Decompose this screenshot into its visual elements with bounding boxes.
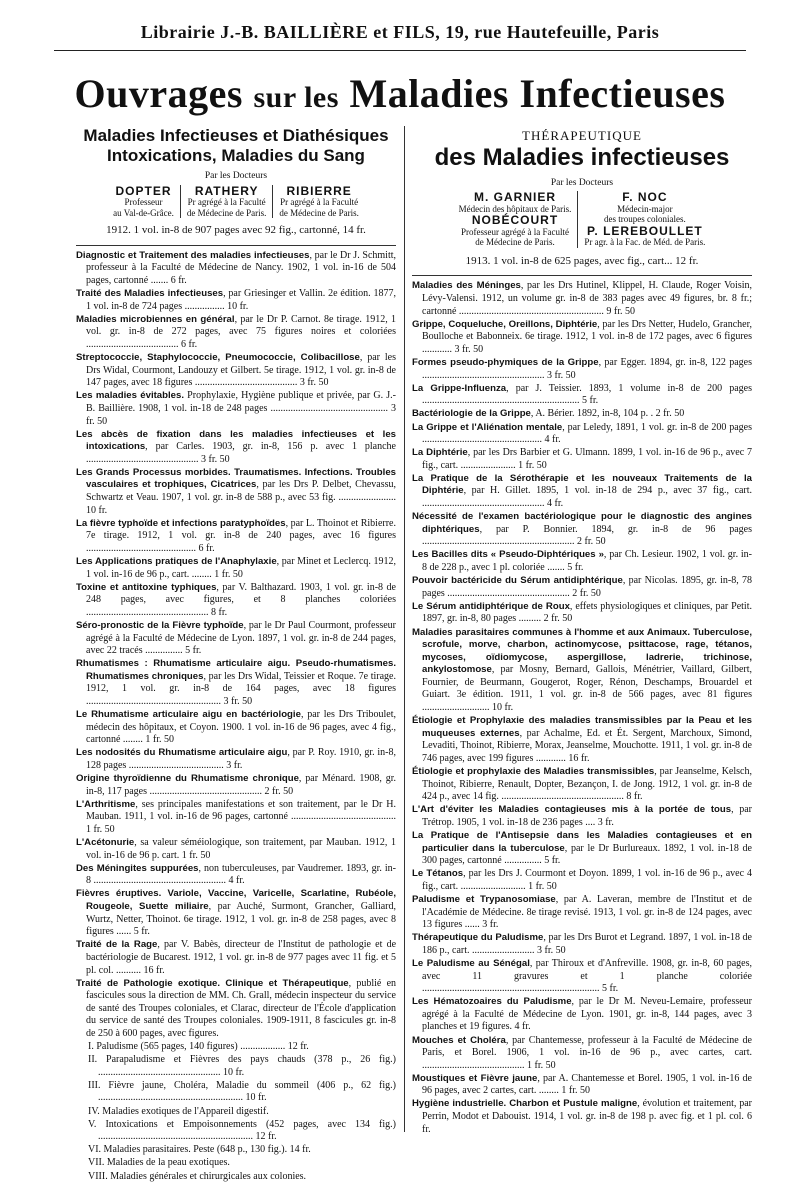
left-book-title-line2: Intoxications, Maladies du Sang <box>107 146 365 165</box>
catalog-entry: Séro-pronostic de la Fièvre typhoïde, par le Dr Paul Courmont, professeur agrégé à la Faculté de Médecine de Lyon. 1897, 1 vol. gr. in-8 de 244 pages, avec 22 tracés ............... 5 fr. <box>76 620 397 657</box>
section-rule <box>412 275 752 276</box>
right-book-title: des Maladies infectieuses <box>434 143 730 171</box>
catalog-entry: Étiologie et Prophylaxie des maladies transmissibles par la Peau et les muqueuses externes, par Achalme, Ed. et Ét. Sergent, Marchoux, Simond, Levaditi, Thoinot, Ribierre, Morax, Jeanselme, Mouchotte. 1911, 1 vol. gr. in-8 de 746 pages, avec 199 figures ............ 16 fr. <box>412 715 753 764</box>
title-word-ouvrages: Ouvrages <box>74 71 243 116</box>
catalog-entry: Grippe, Coqueluche, Oreillons, Diphtérie, par les Drs Netter, Hudelo, Grancher, Boulloche et Babonneix. 6e tirage. 1912, 1 vol. in-8 de 172 pages, avec 6 figures ............ 3 fr. 50 <box>412 318 753 355</box>
catalog-entry: Les nodosités du Rhumatisme articulaire aigu, par P. Roy. 1910, gr. in-8, 128 pages ...................................... 3 fr. <box>76 747 396 772</box>
author-name: DOPTER <box>115 183 172 198</box>
left-column <box>76 126 396 1184</box>
right-par-docteurs: Par les Docteurs <box>550 177 614 188</box>
catalog-entry: Les maladies évitables. Prophylaxie, Hygiène publique et privée, par G. J.-B. Baillière. 1908, 1 vol. in-18 de 248 pages ............................................... 3 fr. 50 <box>76 390 396 427</box>
fascicule-item: IV. Maladies exotiques de l'Appareil digestif. <box>88 1105 269 1117</box>
column-divider <box>404 126 405 1132</box>
catalog-entry: L'Acétonurie, sa valeur séméiologique, son traitement, par Mauban. 1912, 1 vol. in-16 de 96 p. cart. 1 fr. 50 <box>76 837 396 861</box>
author-desc: Pr agrégé à la Faculté de Médecine de Paris. <box>186 197 267 218</box>
catalog-entry: Traité de la Rage, par V. Babès, directeur de l'Institut de pathologie et de bactériologie de Bucarest. 1912, 1 vol. gr. in-8 de 977 pages avec 11 fig. et 5 pl. col. .......... 16 fr. <box>76 939 397 976</box>
right-entry-list <box>412 280 752 1136</box>
fascicule-item: VI. Maladies parasitaires. Peste (648 p., 130 fig.). 14 fr. <box>88 1144 311 1156</box>
author-rathery <box>180 185 272 219</box>
author-name: M. GARNIER <box>474 190 556 205</box>
author-name: F. NOC <box>622 190 668 205</box>
author-desc: Médecin des hôpitaux de Paris. <box>458 203 572 214</box>
catalog-entry: Les Applications pratiques de l'Anaphylaxie, par Minet et Leclercq. 1912, 1 vol. in-16 de 96 p., cart. ........ 1 fr. 50 <box>76 556 397 580</box>
catalog-entry: Pouvoir bactéricide du Sérum antidiphtérique, par Nicolas. 1895, gr. in-8, 78 pages ................................................. 2 fr. 50 <box>412 575 752 599</box>
catalog-entry: Étiologie et prophylaxie des Maladies transmissibles, par Jeanselme, Kelsch, Thoinot, Ribierre, Renault, Dopter, Bezançon, I. de Jong. 1912, 1 vol. gr. in-8 de 424 p., avec 14 fig. ................................................. 8 fr. <box>412 766 752 803</box>
left-book-title-line1: Maladies Infectieuses et Diathésiques <box>83 126 389 145</box>
catalog-entry: Origine thyroïdienne du Rhumatisme chronique, par Ménard. 1908, gr. in-8, 117 pages ............................................. 2 fr. 50 <box>76 773 396 797</box>
catalog-entry: Le Sérum antidiphtérique de Roux, effets physiologiques et cliniques, par Petit. 1897, gr. in-8, 80 pages ......... 2 fr. 50 <box>412 600 752 625</box>
fascicule-item: I. Paludisme (565 pages, 140 figures) .................. 12 fr. <box>88 1041 309 1053</box>
catalog-entry: Traité de Pathologie exotique. Clinique et Thérapeutique, publié en fascicules sous la direction de MM. Ch. Grall, médecin inspecteur du service de santé des Troupes coloniales, et Clarac, directeur de l'École d'application du service de santé des Troupes coloniales. 1909-1911, 8 fascicules gr. in-8 de 250 à 600 pages, avec figures. <box>76 977 397 1039</box>
catalog-entry: Les Hématozoaires du Paludisme, par le Dr M. Neveu-Lemaire, professeur agrégé à la Faculté de Médecine de Lyon. 1901, gr. in-8, 144 pages, avec 3 planches et 19 figures. 4 fr. <box>412 996 752 1033</box>
catalog-entry: Toxine et antitoxine typhiques, par V. Balthazard. 1903, 1 vol. gr. in-8 de 248 pages, avec figures, et 8 planches coloriées ................................................. 8 fr. <box>76 581 396 618</box>
section-rule <box>76 245 396 246</box>
catalog-entry: Des Méningites suppurées, non tuberculeuses, par Vaudremer. 1893, gr. in-8 ..................................................... 4 fr. <box>76 862 396 887</box>
fascicule-item: V. Intoxications et Empoisonnements (452 pages, avec 134 fig.) .............................................................. 12 fr. <box>88 1118 396 1143</box>
fascicule-item: VIII. Maladies générales et chirurgicales aux colonies. <box>88 1170 307 1182</box>
left-par-docteurs: Par les Docteurs <box>204 171 268 181</box>
author-name: RATHERY <box>194 183 259 198</box>
fascicule-item: VII. Maladies de la peau exotiques. <box>88 1157 230 1169</box>
author-desc: Médecin-major des troupes coloniales. <box>603 203 686 225</box>
author-name: P. LEREBOULLET <box>586 223 703 238</box>
catalog-entry: Moustiques et Fièvre jaune, par A. Chantemesse et Borel. 1905, 1 vol. in-16 de 96 pages, avec 2 cartes, cart. ........ 1 fr. 50 <box>412 1072 753 1097</box>
catalog-entry: La Diphtérie, par les Drs Barbier et G. Ulmann. 1899, 1 vol. in-16 de 96 p., avec 7 fig., cart. ...................... 1 fr. 50 <box>412 447 752 471</box>
left-publication-info: 1912. 1 vol. in-8 de 907 pages avec 92 fig., cartonné, 14 fr. <box>106 224 366 237</box>
fascicule-item: III. Fièvre jaune, Choléra, Maladie du sommeil (406 p., 62 fig.) .......................................................... 10 fr. <box>88 1079 396 1104</box>
catalog-entry: L'Arthritisme, ses principales manifestations et son traitement, par le Dr H. Mauban. 1911, 1 vol. in-16 de 96 pages, cartonné .......................................... 1 fr. 50 <box>76 798 396 835</box>
catalog-entry: Streptococcie, Staphylococcie, Pneumococcie, Colibacillose, par les Drs Widal, Courmont, Landouzy et Gilbert. 5e tirage. 1912, 1 vol. gr. in-8 de 147 pages, avec 18 figures ......................................... 3 fr. 50 <box>76 352 396 389</box>
author-dopter <box>107 185 180 219</box>
catalog-entry: Maladies des Méninges, par les Drs Hutinel, Klippel, H. Claude, Roger Voisin, Lévy-Valensi. 1912, un volume gr. in-8 de 383 pages avec 49 figures, br. 8 fr.; cartonné .......................................................... 9 fr. 50 <box>412 280 752 317</box>
catalog-entry: Maladies parasitaires communes à l'homme et aux Animaux. Tuberculose, scrofule, morve, charbon, actinomycose, psittacose, rage, tétanos, mycoses, oïdiomycose, aspergillose, ladrerie, trichinose, ankylostomose, par Mosny, Bernard, Gallois, Ménétrier, Vaillard, Gilbert, Fournier, de Beurmann, Gougerot, Roger, Rénon, Deschamps, Brouardel et Guiart. 3e édition. 1911, 1 vol. gr. in-8 de 566 pages, avec 81 figures ........................... 10 fr. <box>412 626 752 714</box>
catalog-entry: Thérapeutique du Paludisme, par les Drs Burot et Legrand. 1897, 1 vol. in-18 de 186 p., cart. ......................... 3 fr. 50 <box>412 932 752 956</box>
author-desc: Pr agr. à la Fac. de Méd. de Paris. <box>584 237 706 248</box>
author-desc: Professeur au Val-de-Grâce. <box>113 197 174 218</box>
catalog-entry: Traité des Maladies infectieuses, par Griesinger et Vallin. 2e édition. 1877, 1 vol. in-8 de 724 pages ................ 10 fr. <box>76 288 396 312</box>
fascicule-list <box>76 1041 396 1183</box>
catalog-entry: Mouches et Choléra, par Chantemesse, professeur à la Faculté de Médecine de Paris, et Borel. 1906, 1 vol. in-16 de 96 p., avec cartes, cart. ......................................... 1 fr. 50 <box>412 1034 752 1071</box>
author-desc: Pr agrégé à la Faculté de Médecine de Paris. <box>279 197 359 218</box>
author-ribierre <box>272 185 364 219</box>
catalog-entry: Maladies microbiennes en général, par le Dr P. Carnot. 8e tirage. 1912, 1 vol. gr. in-8 de 272 pages, avec 75 figures noires et coloriées ..................................... 6 fr. <box>76 313 396 350</box>
catalog-entry: Paludisme et Trypanosomiase, par A. Laveran, membre de l'Institut et de l'Académie de Médecine. 8e tirage revisé. 1913, 1 vol. gr. in-8 de 124 pages, avec 13 figures ...... 3 fr. <box>412 893 752 931</box>
title-word-sur-les: sur les <box>253 81 339 114</box>
catalog-entry: Rhumatismes : Rhumatisme articulaire aigu. Pseudo-rhumatismes. Rhumatismes chroniques, par les Drs Widal, Teissier et Roque. 7e tirage. 1912, 1 vol. gr. in-8 de 164 pages, avec 18 figures ...................................................... 3 fr. 50 <box>76 658 396 708</box>
header-rule <box>54 50 746 51</box>
right-authors <box>412 191 752 248</box>
catalog-entry: La fièvre typhoïde et infections paratyphoïdes, par L. Thoinot et Ribierre. 7e tirage. 1912, 1 vol. gr. in-8 de 240 pages, avec 16 figures ............................................ 6 fr. <box>76 517 396 554</box>
right-column <box>412 126 752 1137</box>
right-author-group-b <box>577 191 711 248</box>
catalog-entry: Formes pseudo-phymiques de la Grippe, par Egger. 1894, gr. in-8, 122 pages ................................................. 3 fr. 50 <box>412 357 752 381</box>
right-publication-info: 1913. 1 vol. in-8 de 625 pages, avec fig., cart... 12 fr. <box>465 254 699 267</box>
catalog-entry: Diagnostic et Traitement des maladies infectieuses, par le Dr J. Schmitt, professeur à la Faculté de Médecine de Nancy. 1902, 1 vol. in-16 de 504 pages, cartonné ....... 6 fr. <box>76 249 397 286</box>
author-name: NOBÉCOURT <box>471 213 559 228</box>
catalog-entry: Nécessité de l'examen bactériologique pour le diagnostic des angines diphtériques, par P. Bonnier. 1894, gr. in-8 de 96 pages ............................................................. 2 fr. 50 <box>412 511 752 548</box>
catalog-entry: Les Bacilles dits « Pseudo-Diphtériques », par Ch. Lesieur. 1902, 1 vol. gr. in-8 de 228 p., avec 1 pl. coloriée ....... 5 fr. <box>412 549 752 574</box>
catalog-entry: Bactériologie de la Grippe, A. Bérier. 1892, in-8, 104 p. . 2 fr. 50 <box>412 408 685 420</box>
catalog-entry: Le Paludisme au Sénégal, par Thiroux et d'Anfreville. 1908, gr. in-8, 60 pages, avec 11 gravures et 1 planche coloriée ....................................................................... 5 fr. <box>412 957 752 995</box>
publisher-header: Librairie J.-B. BAILLIÈRE et FILS, 19, rue Hautefeuille, Paris <box>140 22 660 42</box>
catalog-entry: Le Rhumatisme articulaire aigu en bactériologie, par les Drs Triboulet, médecin des hôpitaux, et Coyon. 1900. 1 vol. in-16 de 96 pages, avec 4 fig., cartonné ........ 1 fr. 50 <box>76 709 397 746</box>
catalog-entry: La Pratique de l'Antisepsie dans les Maladies contagieuses et en particulier dans la tuberculose, par le Dr Burlureaux. 1892, 1 vol. in-18 de 300 pages, cartonné ............... 5 fr. <box>412 830 752 867</box>
catalog-entry: Hygiène industrielle. Charbon et Pustule maligne, évolution et traitement, par Perrin, Modot et Dabouist. 1914, 1 vol. gr. in-8 de 198 p. avec fig. et 1 pl. col. 6 fr. <box>412 1098 752 1135</box>
catalog-entry: Le Tétanos, par les Drs J. Courmont et Doyon. 1899, 1 vol. in-16 de 96 p., avec 4 fig., cart. .......................... 1 fr. 50 <box>412 868 752 892</box>
catalog-entry: La Pratique de la Sérothérapie et les nouveaux Traitements de la Diphtérie, par H. Gillet. 1895, 1 vol. in-18 de 294 p., avec 37 fig., cart. ................................................. 4 fr. <box>412 472 752 510</box>
left-authors <box>76 185 396 219</box>
left-entry-list <box>76 250 396 1041</box>
catalog-entry: Les Grands Processus morbides. Traumatismes. Infections. Troubles vasculaires et trophiques, Cicatrices, par les Drs P. Delbet, Chevassu, Schwartz et Veau. 1907, 1 vol. gr. in-8 de 588 p., avec 53 fig. ....................... 10 fr. <box>76 466 396 516</box>
author-name: RIBIERRE <box>286 183 352 198</box>
title-word-maladies: Maladies Infectieuses <box>349 71 726 116</box>
catalog-entry: La Grippe et l'Aliénation mentale, par Leledy, 1891, 1 vol. gr. in-8 de 200 pages ................................................ 4 fr. <box>412 421 752 446</box>
fascicule-item: II. Parapaludisme et Fièvres des pays chauds (378 p., 26 fig.) ................................................. 10 fr. <box>88 1054 396 1078</box>
right-author-group-a <box>453 191 578 248</box>
author-desc: Professeur agrégé à la Faculté de Médecine de Paris. <box>461 226 569 248</box>
catalog-entry: Les abcès de fixation dans les maladies infectieuses et les intoxications, par Carles. 1903, gr. in-8, 156 p. avec 1 planche ............................................. 3 fr. 50 <box>76 428 396 465</box>
catalog-entry: Fièvres éruptives. Variole, Vaccine, Varicelle, Scarlatine, Rubéole, Rougeole, Suette miliaire, par Auché, Surmont, Grancher, Galliard, Wurtz, Netter, Thoinot. 6e tirage. 1912, 1 vol. gr. in-8 de 258 pages, avec 8 figures ...... 5 fr. <box>76 888 396 938</box>
right-book-supertitle: THÉRAPEUTIQUE <box>522 128 642 143</box>
catalog-entry: La Grippe-Influenza, par J. Teissier. 1893, 1 volume in-8 de 200 pages ............................................................... 5 fr. <box>412 382 752 407</box>
catalog-entry: L'Art d'éviter les Maladies contagieuses mis à la portée de tous, par Trétrop. 1905, 1 vol. in-18 de 236 pages .... 3 fr. <box>412 804 752 828</box>
page-title <box>0 71 800 116</box>
